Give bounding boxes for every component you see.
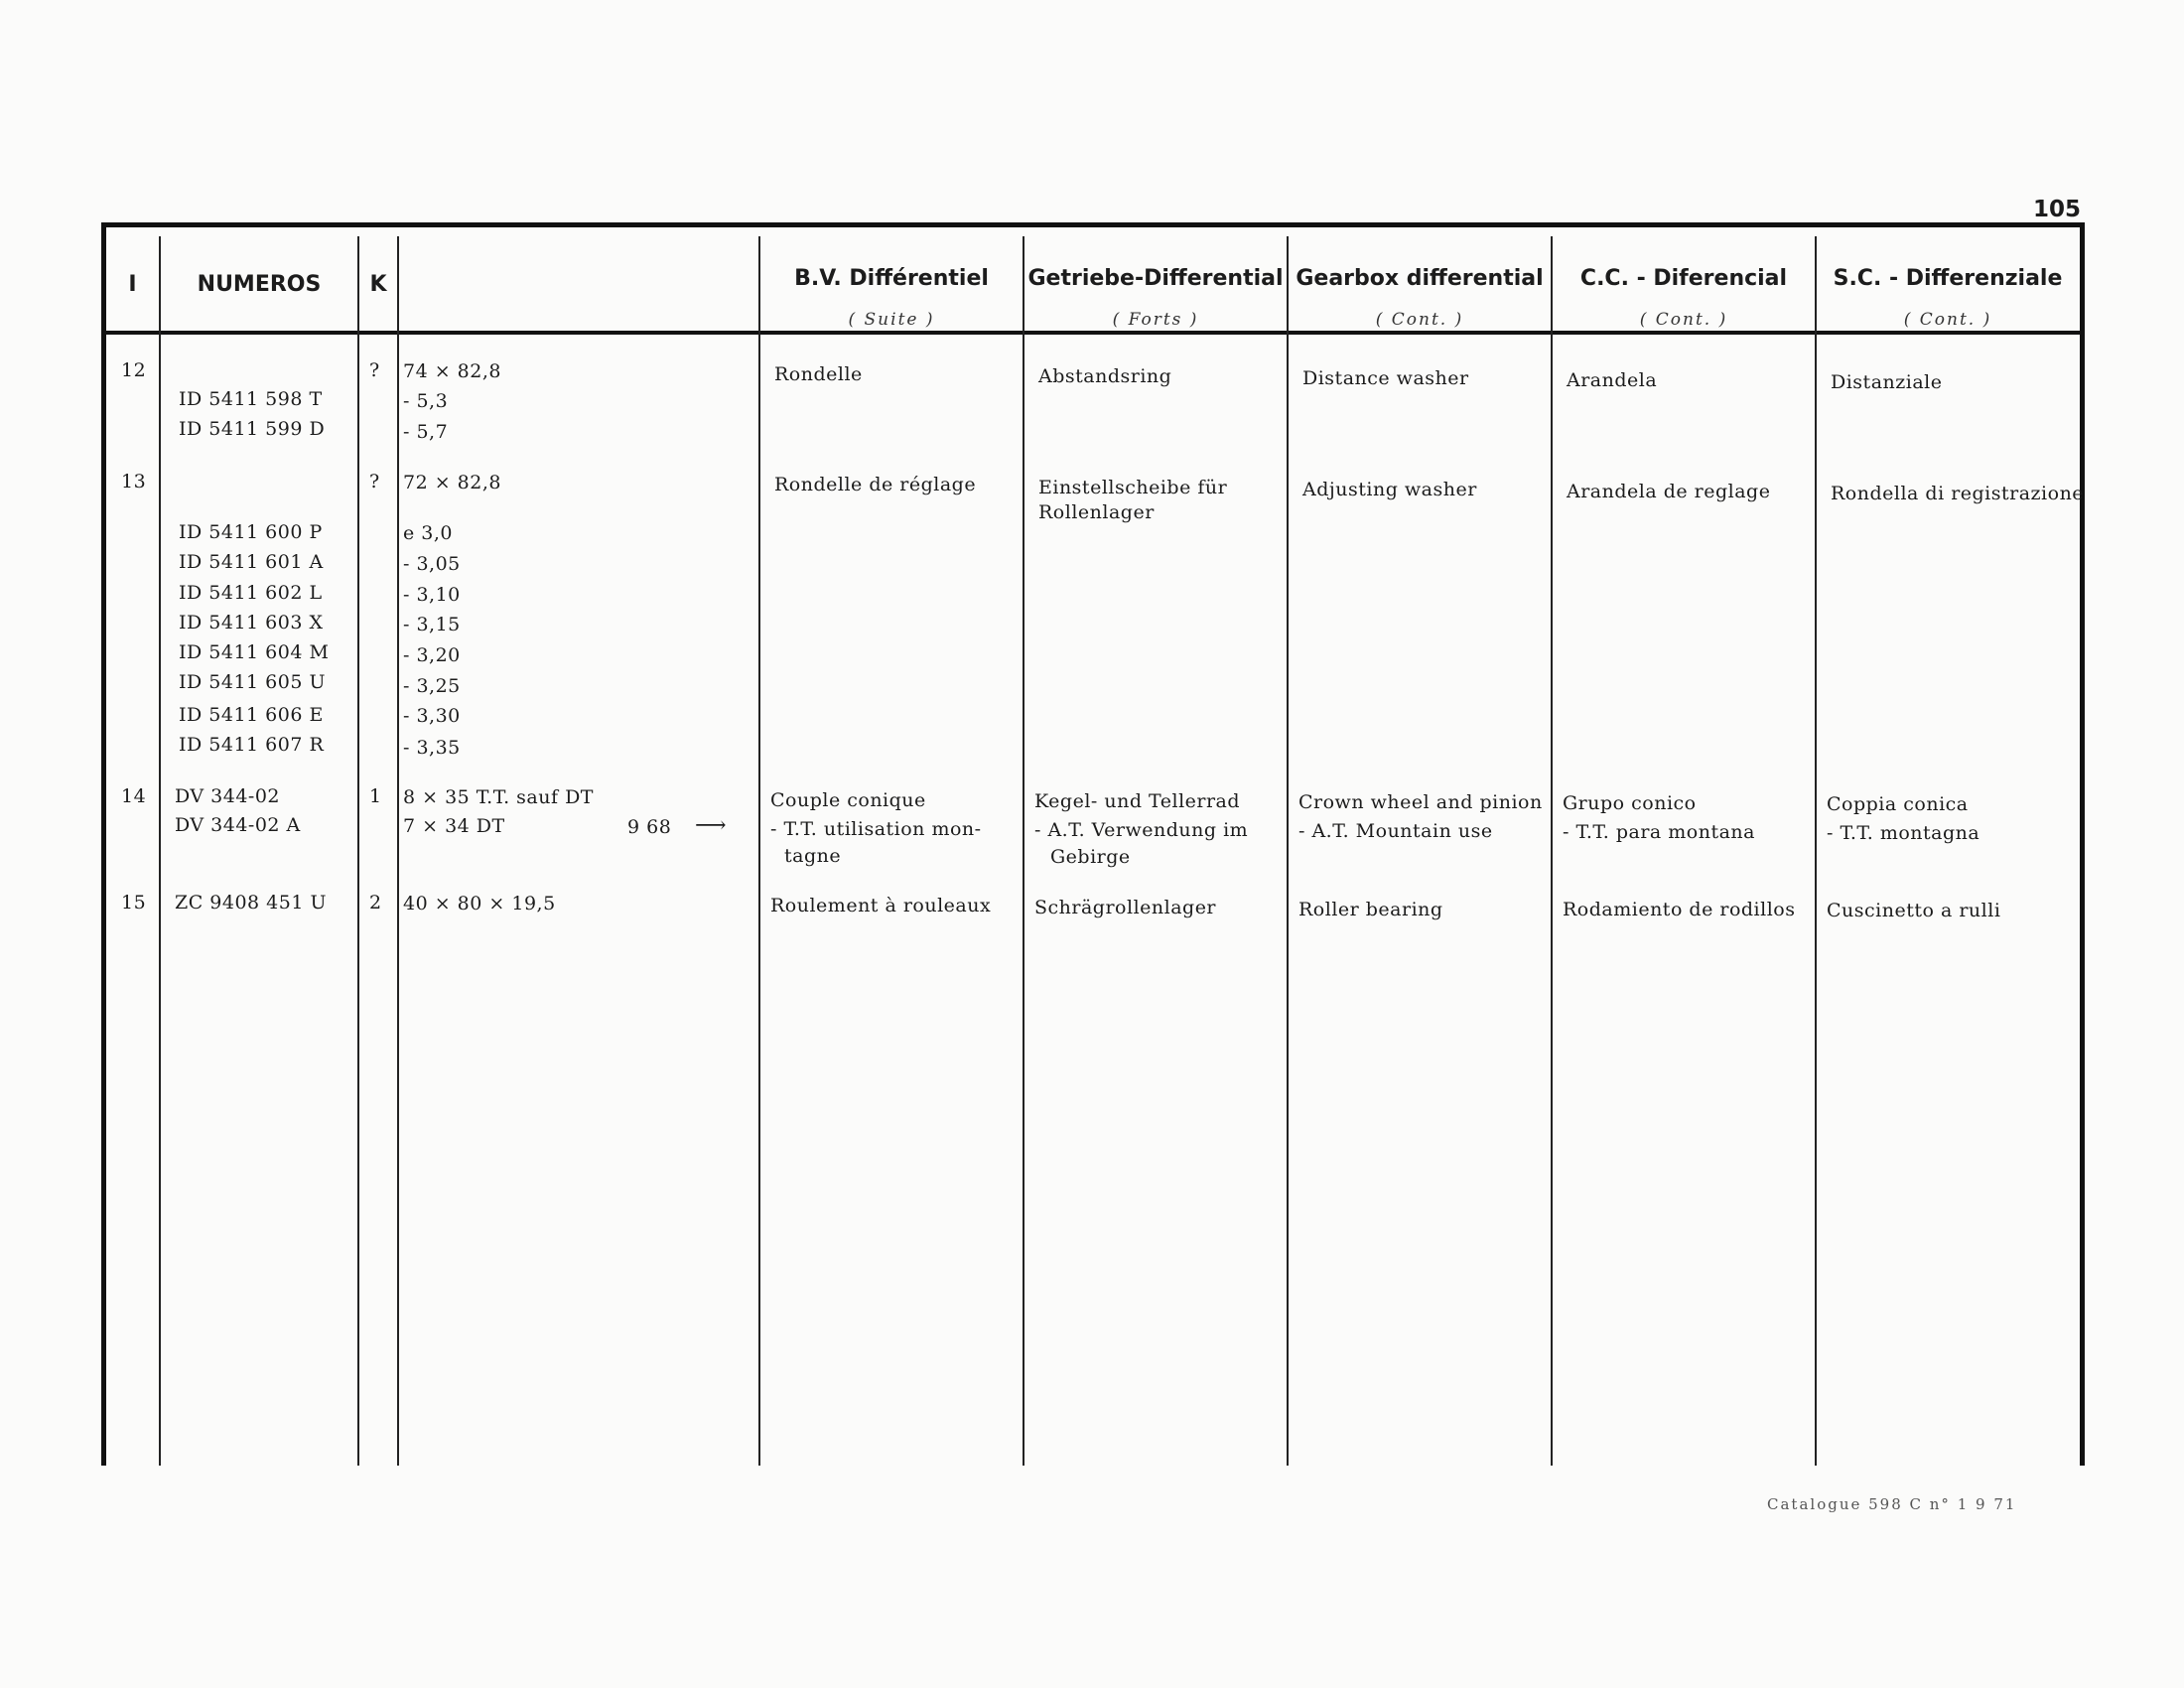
part-spec: - 3,20 bbox=[403, 644, 461, 666]
column-divider bbox=[397, 236, 399, 1466]
part-spec: - 3,15 bbox=[403, 614, 461, 635]
header-spanish-sub: ( Cont. ) bbox=[1639, 310, 1728, 330]
desc-italian: Rondella di registrazione bbox=[1831, 483, 2085, 504]
desc-french: Rondelle bbox=[774, 363, 863, 385]
part-number: ID 5411 598 T bbox=[179, 388, 323, 410]
desc-english: Adjusting washer bbox=[1302, 479, 1477, 500]
column-divider bbox=[1815, 236, 1817, 1466]
header-french-sub: ( Suite ) bbox=[848, 310, 935, 330]
arrow-right-icon: ⟶ bbox=[695, 813, 728, 838]
desc-french-cont: tagne bbox=[784, 845, 842, 867]
header-french: B.V. Différentiel bbox=[794, 266, 989, 291]
part-number: ZC 9408 451 U bbox=[175, 892, 327, 914]
part-number: ID 5411 602 L bbox=[179, 582, 323, 604]
header-german: Getriebe-Differential bbox=[1027, 266, 1284, 291]
column-divider bbox=[1023, 236, 1024, 1466]
header-english-sub: ( Cont. ) bbox=[1375, 310, 1464, 330]
desc-italian: Coppia conica bbox=[1827, 793, 1969, 815]
row-index: 13 bbox=[121, 471, 147, 492]
part-spec: - 3,35 bbox=[403, 737, 461, 759]
desc-italian: Cuscinetto a rulli bbox=[1827, 900, 2001, 921]
desc-english: Roller bearing bbox=[1298, 899, 1443, 920]
part-number: ID 5411 600 P bbox=[179, 521, 323, 543]
row-spec: 74 × 82,8 bbox=[403, 360, 501, 382]
part-number: DV 344-02 A bbox=[175, 814, 301, 836]
header-german-sub: ( Forts ) bbox=[1112, 310, 1199, 330]
part-number: ID 5411 603 X bbox=[179, 612, 324, 633]
effective-date: 9 68 bbox=[627, 816, 672, 838]
row-index: 14 bbox=[121, 785, 147, 807]
desc-german: Schrägrollenlager bbox=[1034, 897, 1217, 918]
row-qty: 2 bbox=[369, 892, 382, 914]
page-number: 105 bbox=[2033, 197, 2082, 222]
part-spec: - 3,10 bbox=[403, 584, 461, 606]
header-numeros: NUMEROS bbox=[197, 272, 322, 297]
row-qty: ? bbox=[369, 359, 380, 381]
desc-english-cont: - A.T. Mountain use bbox=[1298, 820, 1493, 842]
row-spec: 72 × 82,8 bbox=[403, 472, 501, 493]
desc-german-cont: - A.T. Verwendung im bbox=[1034, 819, 1249, 841]
column-divider bbox=[159, 236, 161, 1466]
part-number: ID 5411 607 R bbox=[179, 734, 325, 756]
desc-german: Abstandsring bbox=[1038, 365, 1172, 387]
part-spec: - 3,05 bbox=[403, 553, 461, 575]
row-spec: 40 × 80 × 19,5 bbox=[403, 893, 556, 914]
part-number: ID 5411 605 U bbox=[179, 671, 326, 693]
desc-spanish-cont: - T.T. para montana bbox=[1563, 821, 1755, 843]
desc-spanish: Arandela bbox=[1567, 369, 1658, 391]
row-spec: 7 × 34 DT bbox=[403, 815, 505, 837]
part-spec: - 5,3 bbox=[403, 390, 449, 412]
desc-french-cont: - T.T. utilisation mon- bbox=[770, 818, 982, 840]
desc-italian-cont: - T.T. montagna bbox=[1827, 822, 1980, 844]
header-index: I bbox=[128, 272, 137, 297]
header-italian: S.C. - Differenziale bbox=[1833, 266, 2063, 291]
row-qty: ? bbox=[369, 471, 380, 492]
desc-french: Rondelle de réglage bbox=[774, 474, 977, 495]
row-spec: 8 × 35 T.T. sauf DT bbox=[403, 786, 594, 808]
header-spanish: C.C. - Diferencial bbox=[1579, 266, 1788, 291]
header-divider bbox=[106, 331, 2080, 335]
part-number: ID 5411 599 D bbox=[179, 418, 326, 440]
part-spec: - 5,7 bbox=[403, 421, 449, 443]
row-index: 15 bbox=[121, 892, 147, 914]
part-number: DV 344-02 bbox=[175, 785, 281, 807]
desc-german: Einstellscheibe für bbox=[1038, 477, 1228, 498]
desc-spanish: Arandela de reglage bbox=[1567, 481, 1771, 502]
catalogue-reference: Catalogue 598 C n° 1 9 71 bbox=[1767, 1495, 2017, 1513]
desc-italian: Distanziale bbox=[1831, 371, 1943, 393]
desc-german: Kegel- und Tellerrad bbox=[1034, 790, 1241, 812]
part-number: ID 5411 606 E bbox=[179, 704, 324, 726]
row-qty: 1 bbox=[369, 785, 382, 807]
column-divider bbox=[1551, 236, 1553, 1466]
part-number: ID 5411 604 M bbox=[179, 641, 330, 663]
desc-french: Roulement à rouleaux bbox=[770, 895, 992, 916]
part-spec: - 3,30 bbox=[403, 705, 461, 727]
desc-german-cont: Rollenlager bbox=[1038, 501, 1155, 523]
header-english: Gearbox differential bbox=[1296, 266, 1544, 291]
row-index: 12 bbox=[121, 359, 147, 381]
desc-german-cont: Gebirge bbox=[1050, 846, 1131, 868]
part-spec: - 3,25 bbox=[403, 675, 461, 697]
header-italian-sub: ( Cont. ) bbox=[1903, 310, 1992, 330]
part-number: ID 5411 601 A bbox=[179, 551, 324, 573]
desc-english: Distance washer bbox=[1302, 367, 1469, 389]
header-qty: K bbox=[369, 272, 387, 297]
desc-spanish: Grupo conico bbox=[1563, 792, 1697, 814]
column-divider bbox=[357, 236, 359, 1466]
column-divider bbox=[758, 236, 760, 1466]
desc-french: Couple conique bbox=[770, 789, 926, 811]
desc-spanish: Rodamiento de rodillos bbox=[1563, 899, 1796, 920]
part-spec: e 3,0 bbox=[403, 522, 453, 544]
column-divider bbox=[1287, 236, 1289, 1466]
desc-english: Crown wheel and pinion bbox=[1298, 791, 1543, 813]
